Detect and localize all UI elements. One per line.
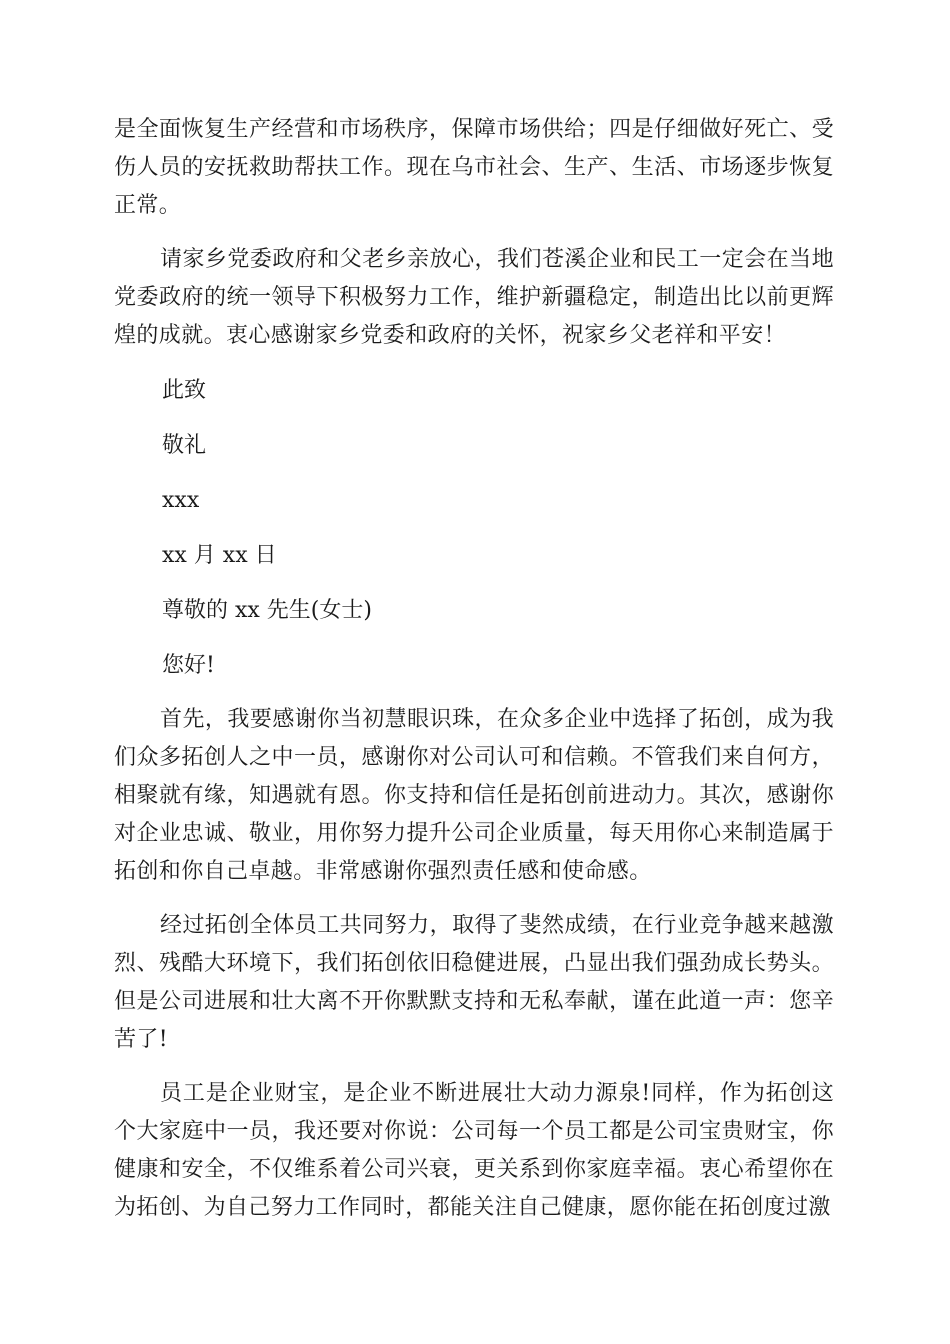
paragraph-continuation: 是全面恢复生产经营和市场秩序，保障市场供给；四是仔细做好死亡、受伤人员的安抚救助帮扶工作。现在乌市社会、生产、生活、市场逐步恢复正常。 <box>114 117 834 218</box>
greeting: 您好! <box>162 653 215 678</box>
paragraph-employees: 员工是企业财宝，是企业不断进展壮大动力源泉!同样，作为拓创这个大家庭中一员，我还要对你说：公司每一个员工都是公司宝贵财宝，你健康和安全，不仅维系着公司兴衰，更关系到你家庭幸福。衷心希望你在为拓创、为自己努力工作同时，都能关注自己健康，愿你能在拓创度过激 <box>114 1081 834 1220</box>
paragraph-thanks: 首先，我要感谢你当初慧眼识珠，在众多企业中选择了拓创，成为我们众多拓创人之中一员，感谢你对公司认可和信赖。不管我们来自何方，相聚就有缘，知遇就有恩。你支持和信任是拓创前进动力。其次，感谢你对企业忠诚、敬业，用你努力提升公司企业质量，每天用你心来制造属于拓创和你自己卓越。非常感谢你强烈责任感和使命感。 <box>114 707 834 884</box>
salutation: 尊敬的 xx 先生(女士) <box>162 598 372 623</box>
paragraph-reassurance: 请家乡党委政府和父老乡亲放心，我们苍溪企业和民工一定会在当地党委政府的统一领导下积极努力工作，维护新疆稳定，制造出比以前更辉煌的成就。衷心感谢家乡党委和政府的关怀，祝家乡父老祥和平安！ <box>114 247 834 348</box>
closing-line-1: 此致 <box>162 378 207 403</box>
date-line: xx 月 xx 日 <box>162 543 277 568</box>
document-page <box>114 111 834 1227</box>
paragraph-achievements: 经过拓创全体员工共同努力，取得了斐然成绩，在行业竞争越来越激烈、残酷大环境下，我们拓创依旧稳健进展，凸显出我们强劲成长势头。但是公司进展和壮大离不开你默默支持和无私奉献，谨在此道一声：您辛苦了! <box>114 913 834 1052</box>
closing-line-2: 敬礼 <box>162 433 207 458</box>
signature: xxx <box>162 488 200 513</box>
